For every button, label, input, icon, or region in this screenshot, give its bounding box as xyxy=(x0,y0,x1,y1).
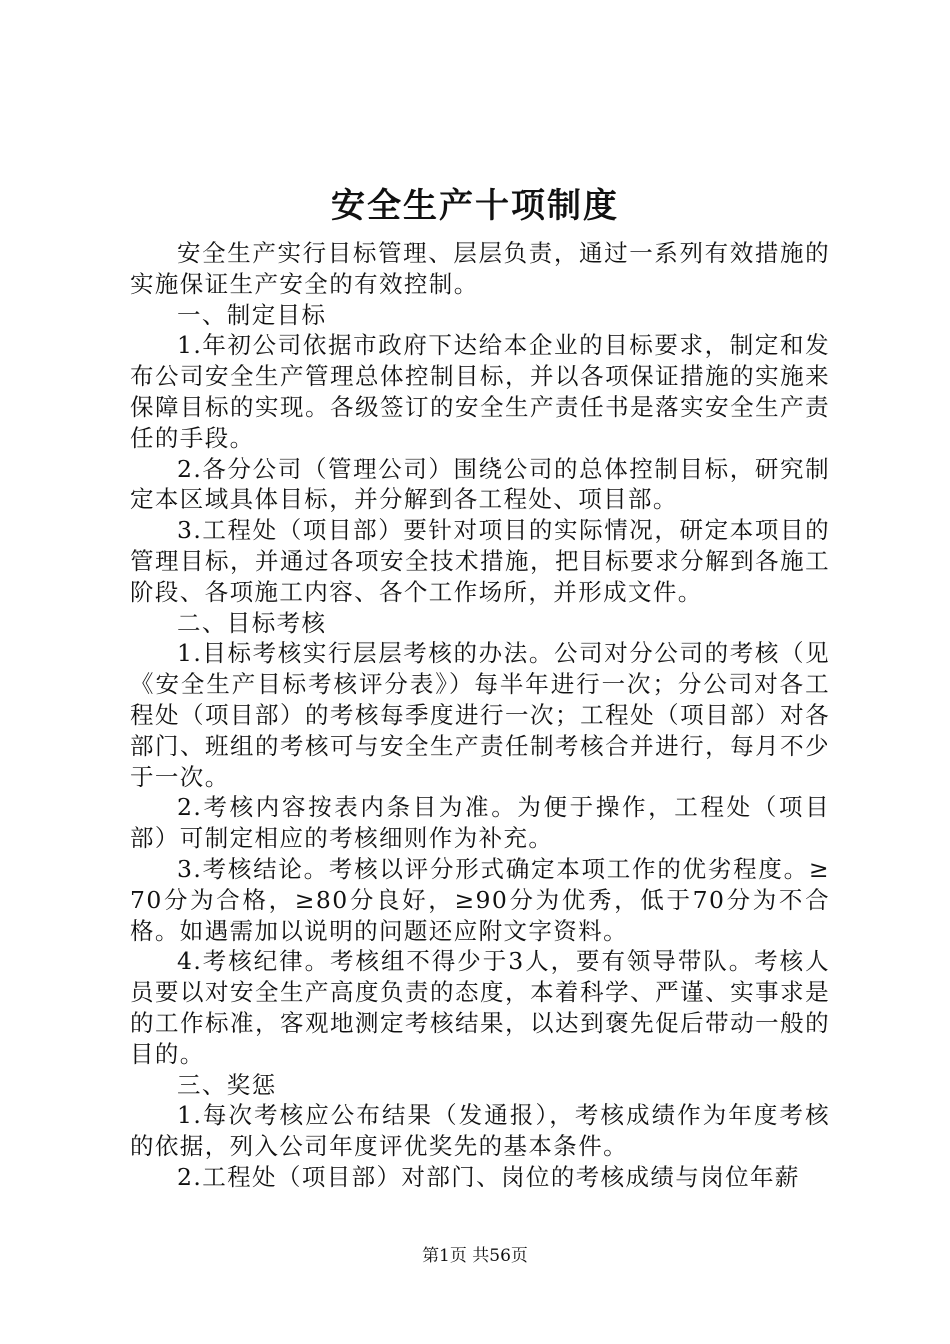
paragraph-targets-3: 3.工程处（项目部）要针对项目的实际情况，研定本项目的管理目标，并通过各项安全技术措施，把目标要求分解到各施工阶段、各项施工内容、各个工作场所，并形成文件。 xyxy=(130,516,830,606)
paragraph-assessment-4: 4.考核纪律。考核组不得少于3人，要有领导带队。考核人员要以对安全生产高度负责的态度，本着科学、严谨、实事求是的工作标准，客观地测定考核结果，以达到褒先促后带动一般的目的。 xyxy=(130,947,830,1068)
section-heading-targets: 一、制定目标 xyxy=(177,300,327,329)
paragraph-assessment-1: 1.目标考核实行层层考核的办法。公司对分公司的考核（见《安全生产目标考核评分表》）每半年进行一次；分公司对各工程处（项目部）的考核每季度进行一次；工程处（项目部）对各部门、班组的考核可与安全生产责任制考核合并进行，每月不少于一次。 xyxy=(130,639,830,791)
section-heading-rewards: 三、奖惩 xyxy=(177,1070,277,1099)
paragraph-targets-1: 1.年初公司依据市政府下达给本企业的目标要求，制定和发布公司安全生产管理总体控制目标，并以各项保证措施的实施来保障目标的实现。各级签订的安全生产责任书是落实安全生产责任的手段。 xyxy=(130,331,830,452)
paragraph-rewards-2: 2.工程处（项目部）对部门、岗位的考核成绩与岗位年薪 xyxy=(177,1162,800,1191)
paragraph-assessment-2: 2.考核内容按表内条目为准。为便于操作，工程处（项目部）可制定相应的考核细则作为补充。 xyxy=(130,793,830,853)
section-heading-assessment: 二、目标考核 xyxy=(177,608,327,637)
intro-paragraph: 安全生产实行目标管理、层层负责，通过一系列有效措施的实施保证生产安全的有效控制。 xyxy=(130,239,830,298)
page-footer: 第1页 共56页 xyxy=(422,1246,528,1266)
paragraph-assessment-3: 3.考核结论。考核以评分形式确定本项工作的优劣程度。≥70分为合格，≥80分良好，≥90分为优秀，低于70分为不合格。如遇需加以说明的问题还应附文字资料。 xyxy=(130,854,830,945)
paragraph-targets-2: 2.各分公司（管理公司）围绕公司的总体控制目标，研究制定本区域具体目标，并分解到各工程处、项目部。 xyxy=(130,454,830,514)
document-title: 安全生产十项制度 xyxy=(331,186,619,226)
paragraph-rewards-1: 1.每次考核应公布结果（发通报），考核成绩作为年度考核的依据，列入公司年度评优奖先的基本条件。 xyxy=(130,1101,830,1161)
document-body xyxy=(130,238,830,1193)
